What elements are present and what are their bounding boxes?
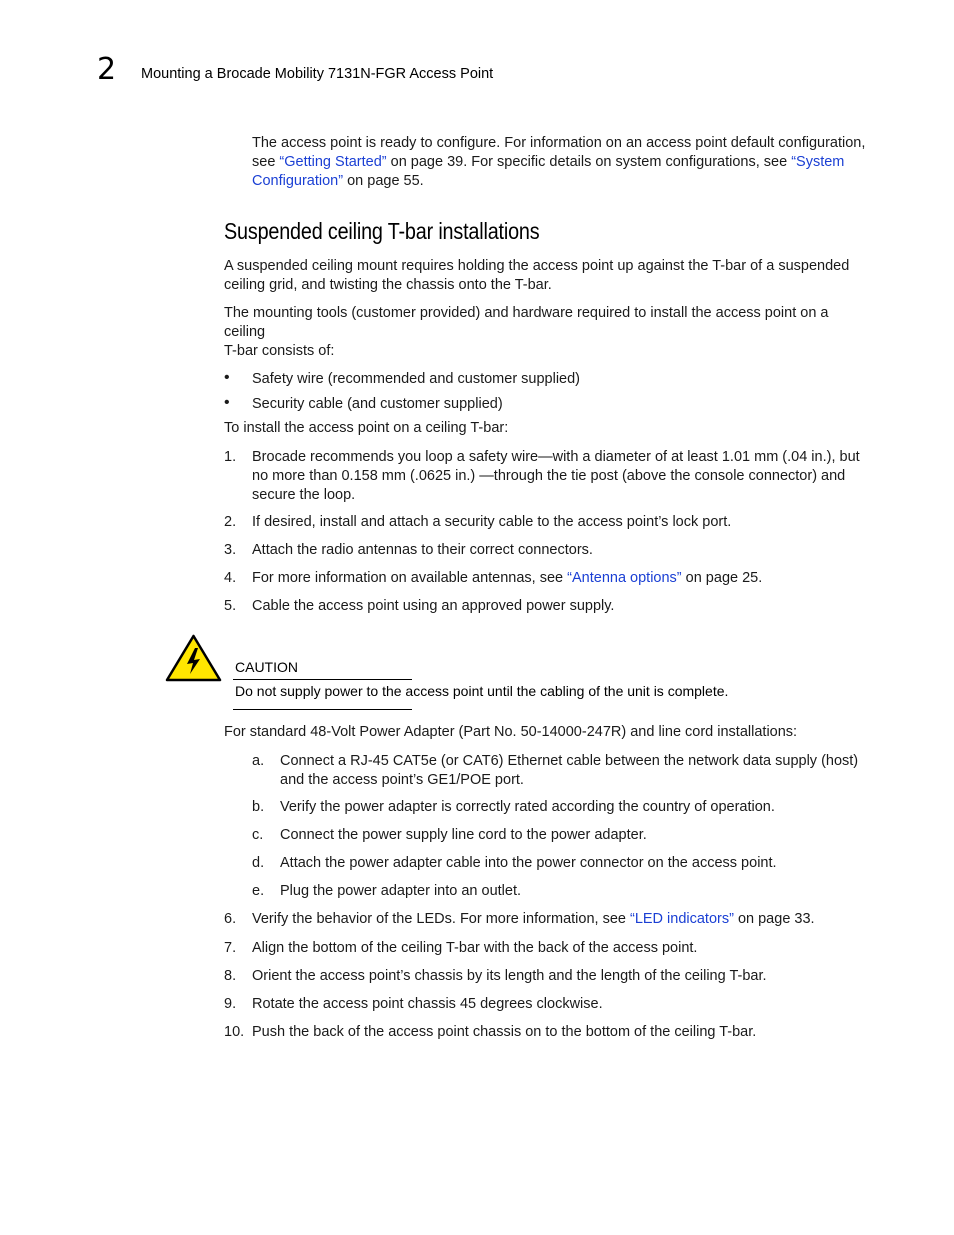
link-antenna-options[interactable]: “Antenna options”: [567, 570, 682, 586]
caution-divider-bottom: [233, 709, 412, 710]
step-text: Rotate the access point chassis 45 degrees clockwise.: [252, 996, 603, 1012]
step-text: [252, 569, 870, 588]
caution-label: CAUTION: [235, 659, 298, 675]
substep-letter: e.: [252, 883, 265, 899]
step-number: 7.: [224, 940, 237, 956]
step-number: 9.: [224, 996, 237, 1012]
section-paragraph-1: A suspended ceiling mount requires holding the access point up against the T-bar of a suspended ceiling grid, and twisting the chassis onto the T-bar.: [224, 258, 850, 293]
substep-text: Connect a RJ-45 CAT5e (or CAT6) Ethernet cable between the network data supply (host) and the access point’s GE1/POE port.: [280, 753, 859, 788]
intro-text-1: The access point is ready to configure. For information on an access point default configuration, see: [252, 135, 866, 170]
power-intro: For standard 48-Volt Power Adapter (Part No. 50-14000-247R) and line cord installations:: [224, 724, 798, 740]
bullet-text: Safety wire (recommended and customer supplied): [252, 371, 581, 387]
substep-letter: c.: [252, 827, 264, 843]
step-number: 1.: [224, 449, 237, 465]
link-led-indicators[interactable]: “LED indicators”: [629, 911, 734, 927]
running-title: Mounting a Brocade Mobility 7131N-FGR Access Point: [141, 66, 494, 82]
bullet-text: Security cable (and customer supplied): [252, 396, 503, 412]
link-system-configuration[interactable]: “System Configuration”: [252, 154, 845, 189]
substep-text: Verify the power adapter is correctly rated according the country of operation.: [280, 799, 775, 815]
step-number: 4.: [224, 570, 237, 586]
caution-divider-top: [233, 679, 412, 680]
step-text: Align the bottom of the ceiling T-bar with the back of the access point.: [252, 940, 698, 956]
intro-text-3: on page 55.: [343, 173, 424, 189]
electrical-hazard-icon: [165, 634, 222, 682]
bullet-icon: •: [224, 394, 230, 411]
step-text: Cable the access point using an approved power supply.: [252, 598, 615, 614]
step-text-pre: Verify the behavior of the LEDs. For more information, see: [252, 911, 630, 927]
step-text: Orient the access point’s chassis by its length and the length of the ceiling T-bar.: [252, 968, 767, 984]
step-number: 6.: [224, 911, 237, 927]
step-number: 3.: [224, 542, 237, 558]
substep-text: Attach the power adapter cable into the power connector on the access point.: [280, 855, 777, 871]
step-number: 10.: [224, 1024, 245, 1040]
step-text: Attach the radio antennas to their correct connectors.: [252, 542, 593, 558]
substep-letter: d.: [252, 855, 265, 871]
section-paragraph-2-line-2: T-bar consists of:: [224, 343, 335, 359]
step-text: Brocade recommends you loop a safety wire—with a diameter of at least 1.01 mm (.04 in.), but no more than 0.158 mm (.0625 in.) —through the tie post (above the console connector) and secure the loop.: [252, 449, 860, 503]
substep-text: Plug the power adapter into an outlet.: [280, 883, 522, 899]
intro-paragraph: [252, 134, 872, 191]
step-number: 8.: [224, 968, 237, 984]
intro-text-2: on page 39. For specific details on system configurations, see: [386, 154, 792, 170]
step-text-post: on page 25.: [681, 570, 763, 586]
substep-letter: a.: [252, 753, 265, 769]
step-text: [252, 910, 870, 929]
step-number: 5.: [224, 598, 237, 614]
chapter-number: 2: [97, 52, 117, 87]
substep-text: Connect the power supply line cord to the power adapter.: [280, 827, 647, 843]
section-paragraph-2-line-1: The mounting tools (customer provided) and hardware required to install the access point on a ceiling: [224, 305, 829, 340]
section-paragraph-2: [224, 304, 872, 361]
bullet-icon: •: [224, 369, 230, 386]
step-text: If desired, install and attach a security cable to the access point’s lock port.: [252, 514, 732, 530]
step-number: 2.: [224, 514, 237, 530]
step-text-post: on page 33.: [733, 911, 815, 927]
caution-text: Do not supply power to the access point until the cabling of the unit is complete.: [235, 683, 729, 699]
section-paragraph-3: To install the access point on a ceiling T-bar:: [224, 420, 509, 436]
substep-letter: b.: [252, 799, 265, 815]
link-getting-started[interactable]: “Getting Started”: [279, 154, 387, 170]
step-text-pre: For more information on available antennas, see: [252, 570, 568, 586]
section-heading: Suspended ceiling T-bar installations: [224, 218, 540, 244]
step-text: Push the back of the access point chassis on to the bottom of the ceiling T-bar.: [252, 1024, 757, 1040]
